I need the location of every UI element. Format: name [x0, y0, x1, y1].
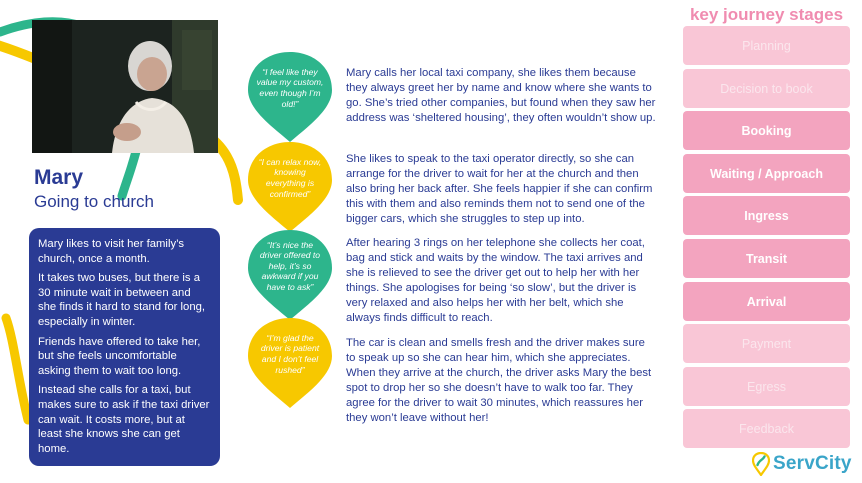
quote-text: “I can relax now, knowing everything is confirmed”: [258, 156, 322, 199]
stages-title: key journey stages: [689, 5, 844, 24]
persona-photo: [32, 20, 218, 153]
persona-name: Mary: [34, 166, 84, 189]
stage-egress[interactable]: Egress: [683, 367, 850, 406]
quote-bubble-arrival: [246, 316, 334, 408]
stage-feedback[interactable]: Feedback: [683, 409, 850, 448]
narrative-paragraph: After hearing 3 rings on her telephone she collects her coat, bag and stick and waits by the window. The taxi arrives and she is relieved to see the driver get out to help her with her things. She apologises for being ‘so slow’, but the driver is very relaxed and also helps her with her belt, which she always finds difficult to reach.: [346, 237, 645, 324]
stage-planning[interactable]: Planning: [683, 26, 850, 65]
quote-bubble-ingress: [246, 228, 334, 320]
quote-text: “I feel like they value my custom, even though I’m old!”: [256, 66, 324, 109]
narrative-paragraph: The car is clean and smells fresh and the driver makes sure to speak up so she can hear him, which she appreciates. When they arrive at the church, the driver asks Mary the best spot to drop her so she doesn’t have to walk too far. They agree for the driver to wait 30 minutes, which reassures her they won’t leave without her!: [346, 337, 652, 424]
stage-decision-to-book[interactable]: Decision to book: [683, 69, 850, 108]
stage-ingress[interactable]: Ingress: [683, 196, 850, 235]
quote-text: “It’s nice the driver offered to help, it’s so awkward if you have to ask”: [259, 239, 321, 292]
servcity-logo: [752, 450, 852, 478]
brand-name: ServCity: [773, 453, 852, 474]
stage-waiting-approach[interactable]: Waiting / Approach: [683, 154, 850, 193]
stage-transit[interactable]: Transit: [683, 239, 850, 278]
stage-payment[interactable]: Payment: [683, 324, 850, 363]
quote-text: “I’m glad the driver is patient and I don’t feel rushed”: [260, 332, 320, 375]
stage-booking[interactable]: Booking: [683, 111, 850, 150]
story-paragraph: Friends have offered to take her, but she feels uncomfortable asking them to wait too long.: [38, 335, 201, 377]
quote-bubble-booking: [246, 50, 334, 142]
stage-arrival[interactable]: Arrival: [683, 282, 850, 321]
story-paragraph: It takes two buses, but there is a 30 minute wait in between and she finds it hard to stand for long, especially in winter.: [38, 272, 206, 328]
narrative-paragraph: She likes to speak to the taxi operator directly, so she can arrange for the driver to wait for her at the church and then also bring her back after. She feels happier if she can confirm this with them and also reminds them not to send one of the bigger cars, which she struggles to step up into.: [346, 153, 653, 225]
persona-story-card: [29, 228, 220, 466]
narrative-paragraph: Mary calls her local taxi company, she likes them because they always greet her by name and know where she wants to go. She’s tried other companies, but found when they saw her address was ‘sheltered housing’, they often wouldn’t show up.: [346, 67, 656, 124]
servcity-pin-icon: [752, 452, 770, 476]
story-paragraph: Mary likes to visit her family’s church, once a month.: [38, 238, 185, 265]
quote-bubble-waiting: [246, 140, 334, 232]
story-paragraph: Instead she calls for a taxi, but makes sure to ask if the taxi driver can wait. It costs more, but at least she knows she can get home.: [38, 384, 210, 455]
persona-goal: Going to church: [34, 192, 155, 211]
